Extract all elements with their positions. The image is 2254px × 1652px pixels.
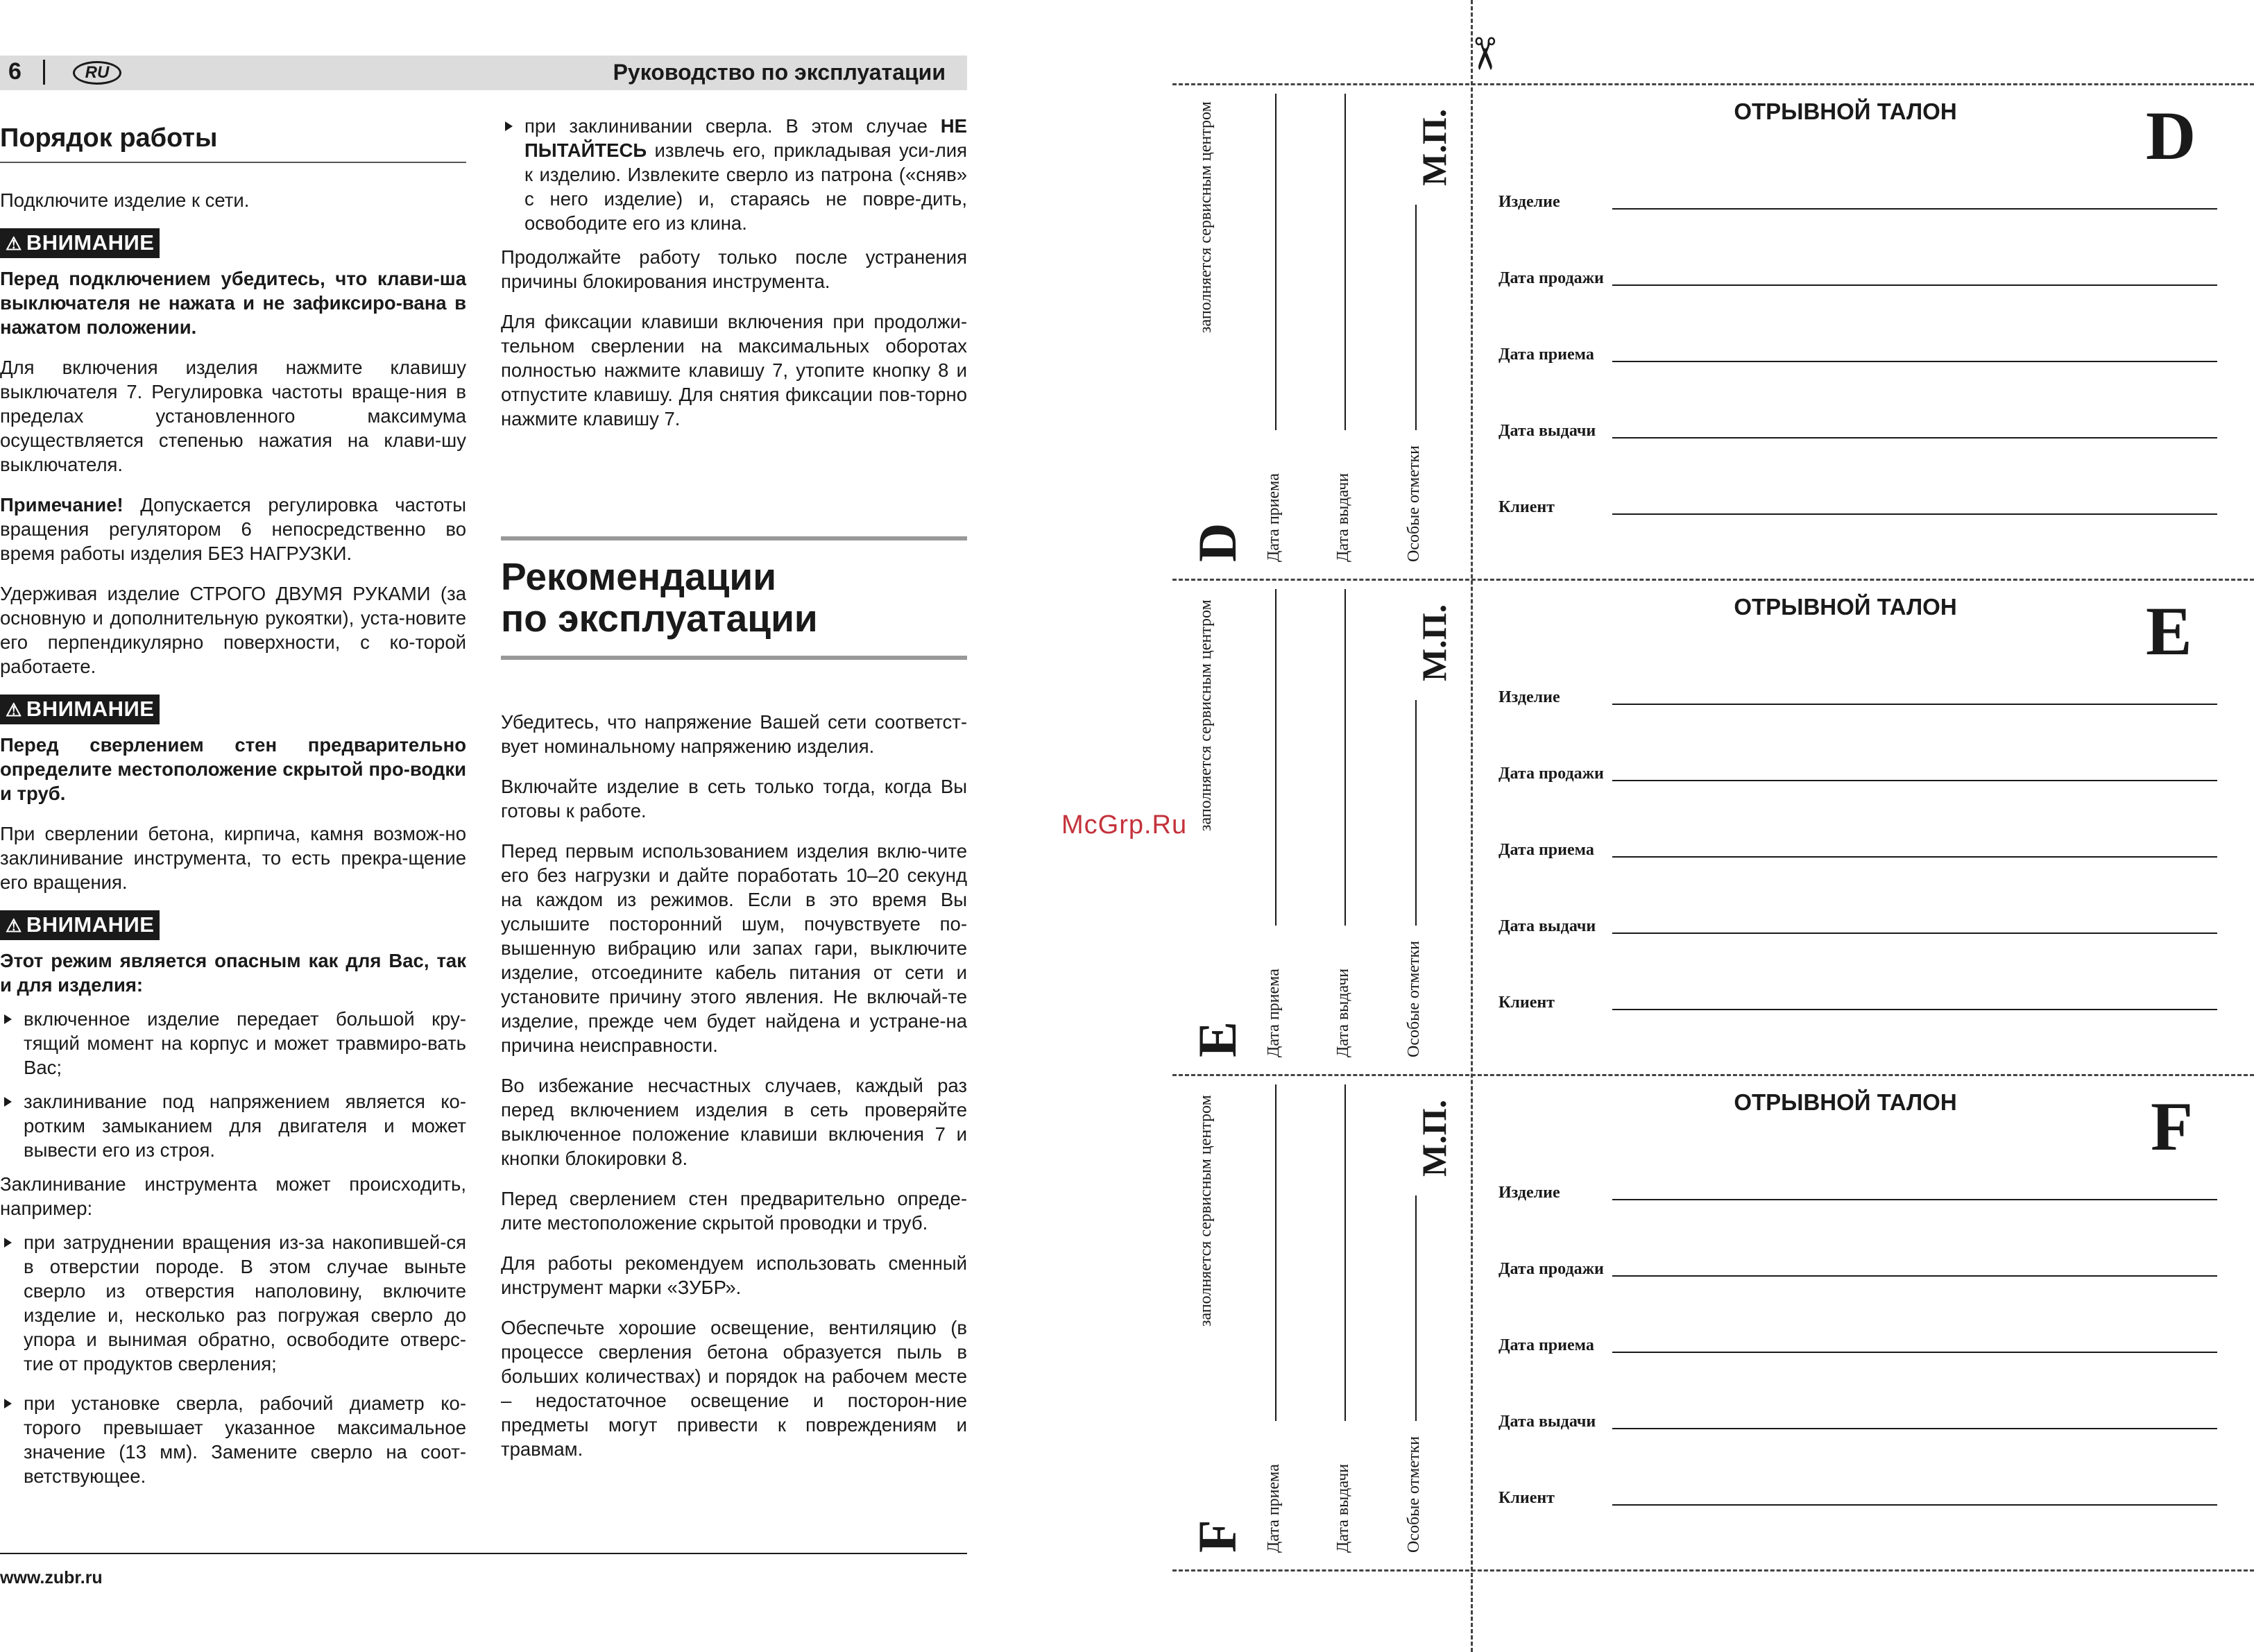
stub-line	[1275, 94, 1277, 430]
warning-text: Этот режим является опасным как для Вас, так и для изделия:	[0, 950, 466, 996]
coupon-letter: F	[2151, 1088, 2194, 1165]
stub-line	[1415, 1195, 1417, 1421]
coupon-title: ОТРЫВНОЙ ТАЛОН	[1734, 1089, 1957, 1115]
stub-line	[1415, 700, 1417, 926]
paragraph: Заклинивание инструмента может происходить, например:	[0, 1173, 466, 1219]
field-line	[1612, 1504, 2217, 1506]
stub-line	[1344, 1084, 1346, 1421]
field-line	[1612, 780, 2217, 781]
field-label-sale-date: Дата продажи	[1499, 269, 1604, 287]
stub-letter: F	[1187, 1519, 1247, 1553]
list-item: включенное изделие передает большой кру-тящий момент на корпус и может травмиро-вать Вас;	[0, 1007, 466, 1080]
paragraph: Продолжайте работу только после устранения причины блокирования инструмента.	[501, 246, 967, 292]
field-label-receipt-date: Дата приема	[1499, 346, 1594, 364]
stub-issue-label: Дата выдачи	[1334, 472, 1352, 562]
paragraph: Перед первым использованием изделия вклю-чите его без нагрузки и дайте поработать 10–20 секунд на каждом из режимов. Если в это время Вы услышите посторонний шум, почувствуете по-вышенную вибрацию или запах гари, выключите изделие, отсоедините кабель питания от сети и установите причину этого явления. Не включай-те изделие, прежде чем будет найдена и устране-на причина неисправности.	[501, 840, 967, 1056]
language-badge: RU	[73, 61, 121, 85]
header-separator	[43, 60, 45, 85]
stub-receipt-label: Дата приема	[1265, 969, 1283, 1057]
field-line	[1612, 933, 2217, 934]
field-label-receipt-date: Дата приема	[1499, 1336, 1594, 1354]
field-label-issue-date: Дата выдачи	[1499, 917, 1596, 935]
paragraph: Удерживая изделие СТРОГО ДВУМЯ РУКАМИ (за основную и дополнительную рукоятки), уста-новите его перпендикулярно поверхности, с ко-торой работаете.	[0, 583, 466, 677]
cut-line	[1172, 1074, 2254, 1076]
section-heading-recommendations: Рекомендации по эксплуатации	[501, 536, 967, 660]
cut-line	[1172, 579, 2254, 581]
field-line	[1612, 1199, 2217, 1200]
field-label-issue-date: Дата выдачи	[1499, 422, 1596, 440]
field-label-product: Изделие	[1499, 193, 1560, 211]
coupon-title: ОТРЫВНОЙ ТАЛОН	[1734, 99, 1957, 124]
field-label-client: Клиент	[1499, 994, 1555, 1012]
stub-letter: E	[1187, 1021, 1247, 1057]
stub-receipt-label: Дата приема	[1265, 1464, 1283, 1553]
field-line	[1612, 1009, 2217, 1010]
stub-line	[1415, 205, 1417, 430]
list-item: заклинивание под напряжением является ко-ротким замыканием для двигателя и может вывести его из строя.	[0, 1089, 466, 1162]
watermark: McGrp.Ru	[1061, 810, 1188, 840]
warning-text: Перед подключением убедитесь, что клави-ша выключателя не нажата и не зафиксиро-вана в нажатом положении.	[0, 268, 466, 338]
coupon-letter: D	[2146, 97, 2196, 174]
footer-rule	[0, 1553, 967, 1554]
scissors-icon: ✂	[1459, 35, 1510, 73]
paragraph: Подключите изделие к сети.	[0, 189, 250, 211]
list-item: при заклинивании сверла. В этом случае НЕ ПЫТАЙТЕСЬ извлечь его, прикладывая уси-лия к изделию. Извлеките сверло из патрона («сняв» с него изделие) и, стараясь не повре-дить, освободите его из клина.	[501, 114, 967, 235]
paragraph: Во избежание несчастных случаев, каждый раз перед включением изделия в сеть проверяйте выключенное положение клавиши включения 7 и кнопки блокировки 8.	[501, 1075, 967, 1169]
cut-line	[1172, 83, 2254, 85]
vertical-cut-line	[1471, 0, 1473, 1652]
field-label-receipt-date: Дата приема	[1499, 841, 1594, 859]
stub-line	[1275, 1084, 1277, 1421]
column-right	[501, 114, 967, 1477]
field-line	[1612, 208, 2217, 210]
stub-notes-label: Особые отметки	[1405, 445, 1423, 562]
stub-line	[1344, 94, 1346, 430]
note-label: Примечание!	[0, 494, 123, 516]
warning-badge: ⚠ ВНИМАНИЕ	[0, 228, 160, 258]
field-label-sale-date: Дата продажи	[1499, 765, 1604, 783]
list-item: при установке сверла, рабочий диаметр ко-торого превышает указанное максимальное значение (13 мм). Замените сверло на соот-ветствующее.	[0, 1391, 466, 1488]
stub-filled-note: заполняется сервисным центром	[1197, 101, 1215, 333]
field-label-issue-date: Дата выдачи	[1499, 1413, 1596, 1431]
warning-icon: ⚠	[6, 233, 22, 254]
field-line	[1612, 1352, 2217, 1353]
stub-issue-label: Дата выдачи	[1334, 1463, 1352, 1553]
stub-receipt-label: Дата приема	[1265, 473, 1283, 562]
warning-badge: ⚠ ВНИМАНИЕ	[0, 695, 160, 724]
column-left	[0, 121, 466, 1498]
paragraph: Убедитесь, что напряжение Вашей сети соответст-вует номинальному напряжению изделия.	[501, 711, 967, 757]
stub-filled-note: заполняется сервисным центром	[1197, 1095, 1215, 1327]
stub-stamp: М.П.	[1415, 1099, 1453, 1177]
stub-line	[1344, 589, 1346, 926]
field-label-product: Изделие	[1499, 688, 1560, 706]
field-line	[1612, 284, 2217, 286]
stub-letter: D	[1187, 522, 1247, 562]
header-title: Руководство по эксплуатации	[613, 60, 946, 85]
footer-url: www.zubr.ru	[0, 1568, 103, 1587]
field-line	[1612, 437, 2217, 438]
warning-icon: ⚠	[6, 699, 22, 720]
cut-line	[1172, 1569, 2254, 1572]
note-paragraph: Примечание! Допускается регулировка частоты вращения регулятором 6 непосредственно во время работы изделия БЕЗ НАГРУЗКИ.	[0, 494, 466, 564]
stub-stamp: М.П.	[1415, 604, 1453, 681]
field-line	[1612, 1428, 2217, 1429]
stub-stamp: М.П.	[1415, 108, 1453, 186]
paragraph: Для фиксации клавиши включения при продолжи-тельном сверлении на максимальных оборотах полностью нажмите клавишу 7, утопите кнопку 8 и отпустите клавишу. Для снятия фиксации пов-торно нажмите клавишу 7.	[501, 311, 967, 429]
coupon-letter: E	[2146, 593, 2192, 670]
stub-issue-label: Дата выдачи	[1334, 968, 1352, 1057]
stub-line	[1275, 589, 1277, 926]
paragraph: Для включения изделия нажмите клавишу выключателя 7. Регулировка частоты враще-ния в пределах установленного максимума осуществляется степенью нажатия на клави-шу выключателя.	[0, 357, 466, 475]
warning-badge: ⚠ ВНИМАНИЕ	[0, 910, 160, 940]
field-label-product: Изделие	[1499, 1184, 1560, 1202]
paragraph: При сверлении бетона, кирпича, камня возмож-но заклинивание инструмента, то есть прекра-щение его вращения.	[0, 823, 466, 893]
section-heading-operation: Порядок работы	[0, 121, 466, 163]
warning-text: Перед сверлением стен предварительно определите местоположение скрытой про-водки и труб.	[0, 734, 466, 804]
paragraph: Обеспечьте хорошие освещение, вентиляцию (в процессе сверления бетона образуется пыль в больших количествах) и порядок на рабочем месте – недостаточное освещение и посторон-ние предметы могут привести к повреждениям и травмам.	[501, 1317, 967, 1460]
field-label-client: Клиент	[1499, 498, 1555, 516]
list-item: при затруднении вращения из-за накопившей-ся в отверстии породе. В этом случае выньте сверло из отверстия наполовину, включите изделие и, несколько раз погружая сверло до упора и вынимая обратно, освободите отверс-тие от продуктов сверления;	[0, 1230, 466, 1376]
warning-icon: ⚠	[6, 915, 22, 936]
field-line	[1612, 513, 2217, 515]
paragraph: Включайте изделие в сеть только тогда, когда Вы готовы к работе.	[501, 776, 967, 821]
field-line	[1612, 361, 2217, 362]
stub-notes-label: Особые отметки	[1405, 1436, 1423, 1553]
paragraph: Для работы рекомендуем использовать сменный инструмент марки «ЗУБР».	[501, 1252, 967, 1298]
field-line	[1612, 856, 2217, 858]
stub-filled-note: заполняется сервисным центром	[1197, 599, 1215, 831]
field-label-sale-date: Дата продажи	[1499, 1260, 1604, 1278]
page-number: 6	[8, 58, 22, 85]
field-line	[1612, 704, 2217, 705]
field-label-client: Клиент	[1499, 1489, 1555, 1507]
coupon-title: ОТРЫВНОЙ ТАЛОН	[1734, 594, 1957, 620]
field-line	[1612, 1275, 2217, 1277]
paragraph: Перед сверлением стен предварительно опреде-лите местоположение скрытой проводки и труб.	[501, 1188, 967, 1234]
stub-notes-label: Особые отметки	[1405, 941, 1423, 1057]
